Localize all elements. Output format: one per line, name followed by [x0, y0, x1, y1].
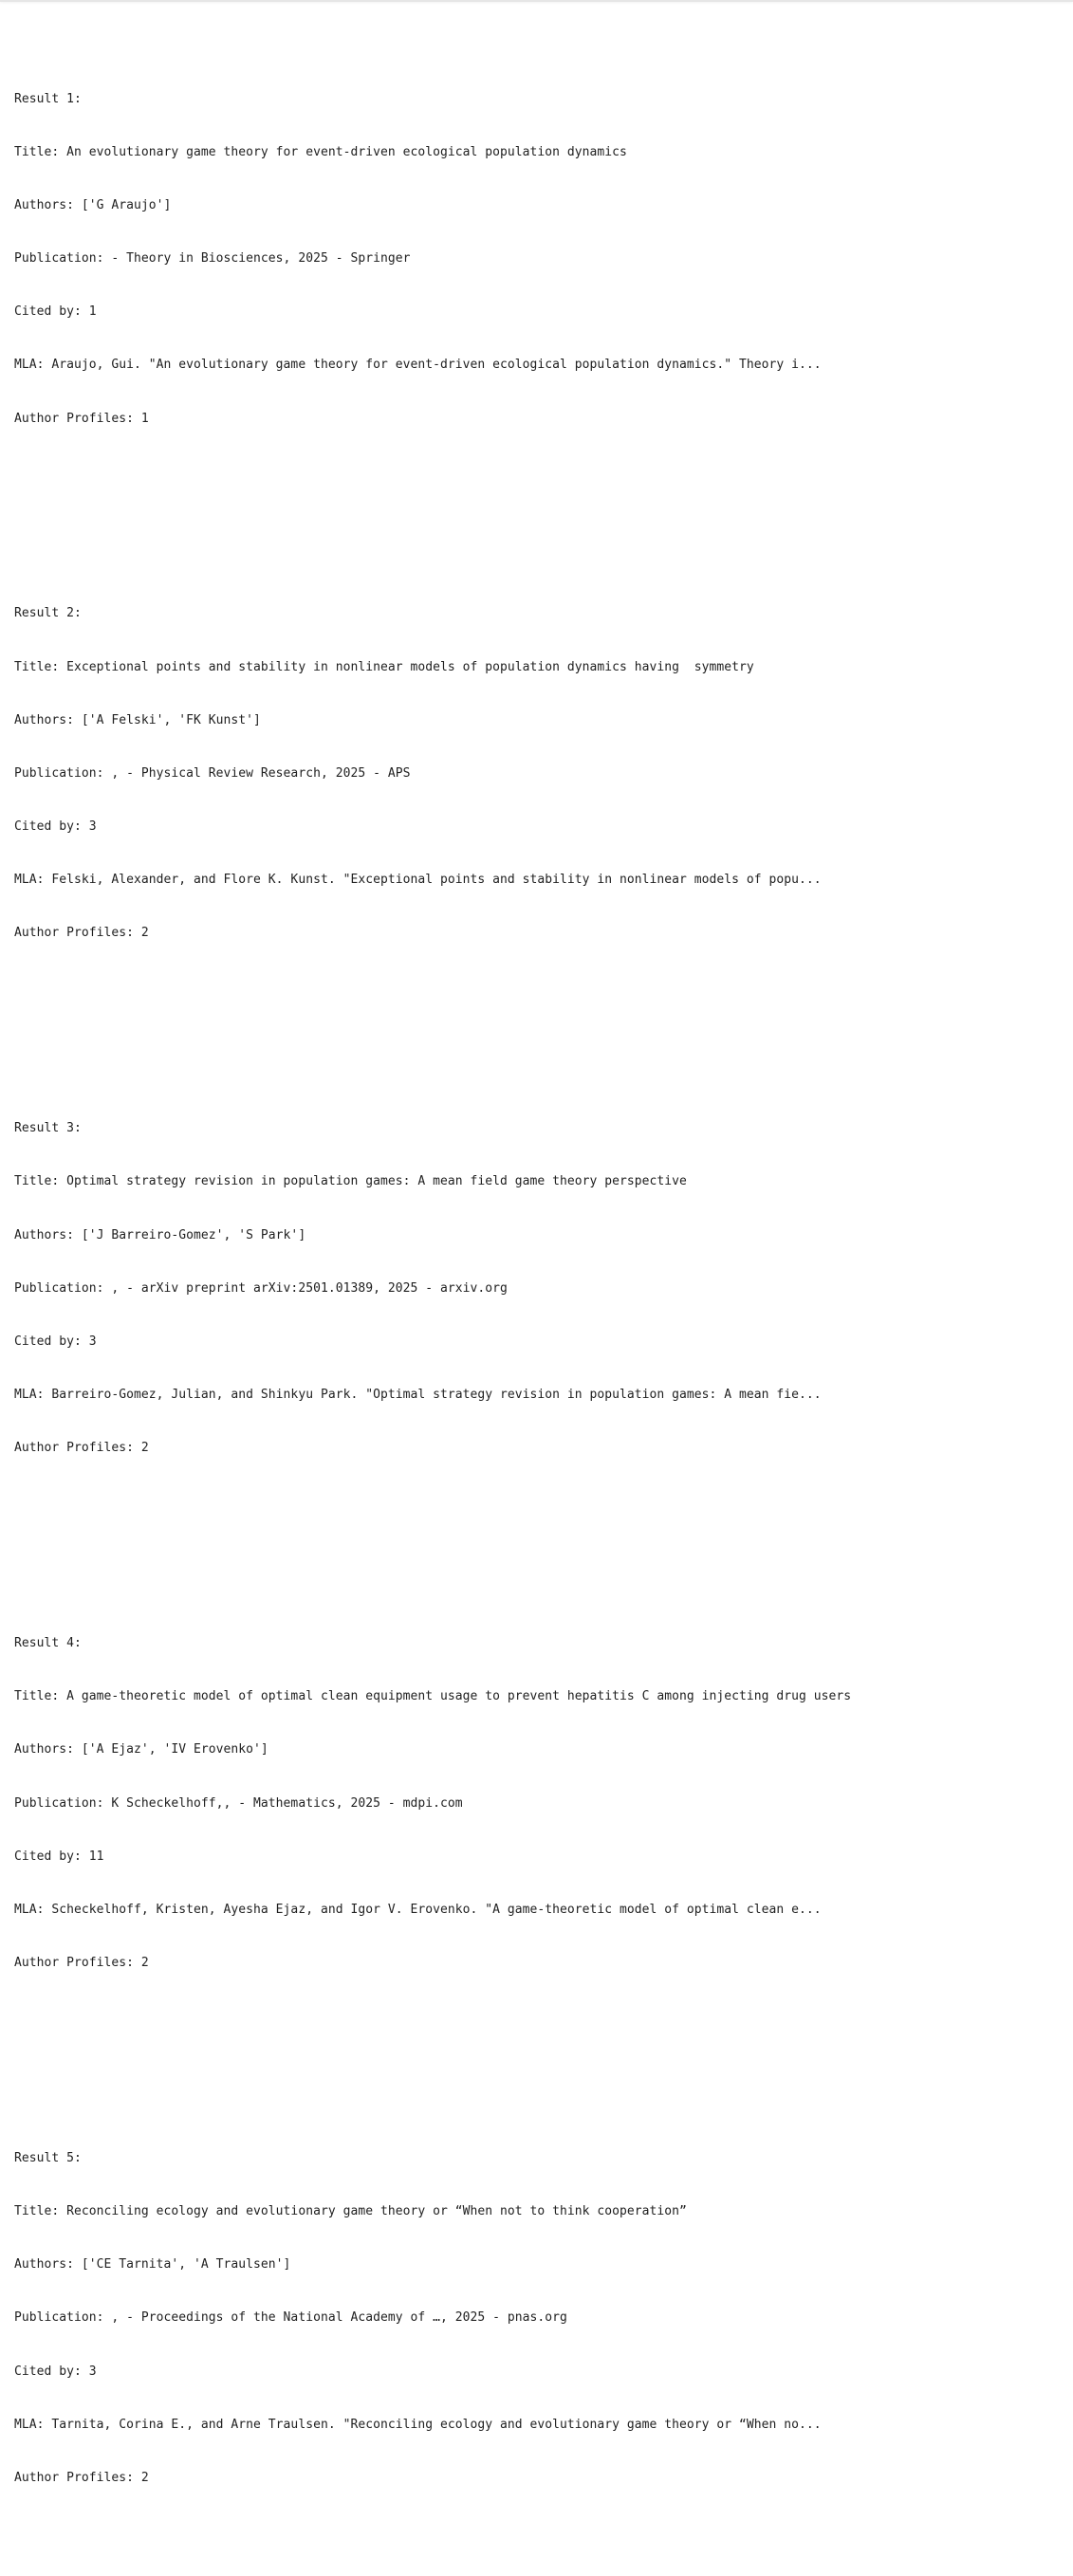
result-mla: MLA: Araujo, Gui. "An evolutionary game theory for event-driven ecological population dynamics." Theory i...: [14, 358, 822, 373]
result-publication: Publication: , - Proceedings of the National Academy of …, 2025 - pnas.org: [14, 2310, 567, 2326]
result-publication: Publication: , - arXiv preprint arXiv:2501.01389, 2025 - arxiv.org: [14, 1280, 508, 1296]
result-publication: Publication: K Scheckelhoff,, - Mathematics, 2025 - mdpi.com: [14, 1795, 463, 1811]
result-author-profiles: Author Profiles: 2: [14, 2470, 149, 2485]
result-cited-by: Cited by: 1: [14, 304, 97, 320]
result-mla: MLA: Barreiro-Gomez, Julian, and Shinkyu Park. "Optimal strategy revision in population games: A mean fie...: [14, 1388, 822, 1403]
blank-line: [14, 2008, 1067, 2026]
result-authors: Authors: ['A Felski', 'FK Kunst']: [14, 712, 261, 727]
result-mla: MLA: Tarnita, Corina E., and Arne Traulsen. "Reconciling ecology and evolutionary game theory or “When no...: [14, 2417, 822, 2432]
result-authors: Authors: ['A Ejaz', 'IV Erovenko']: [14, 1742, 268, 1757]
result-mla: MLA: Scheckelhoff, Kristen, Ayesha Ejaz, and Igor V. Erovenko. "A game-theoretic model of optimal clean e...: [14, 1902, 822, 1917]
result-cited-by: Cited by: 3: [14, 819, 97, 835]
result-author-profiles: Author Profiles: 2: [14, 1956, 149, 1971]
result-title: Title: A game-theoretic model of optimal clean equipment usage to prevent hepatitis C among injecting drug users: [14, 1689, 852, 1704]
result-title: Title: Exceptional points and stability in nonlinear models of population dynamics having symmetry: [14, 659, 754, 674]
result-header: Result 3:: [14, 1121, 82, 1136]
result-cited-by: Cited by: 3: [14, 2364, 97, 2379]
result-title: Title: Optimal strategy revision in population games: A mean field game theory perspective: [14, 1174, 687, 1189]
result-publication: Publication: - Theory in Biosciences, 2025 - Springer: [14, 251, 411, 267]
result-mla: MLA: Felski, Alexander, and Flore K. Kunst. "Exceptional points and stability in nonlinear models of popu...: [14, 873, 822, 888]
result-publication: Publication: , - Physical Review Research, 2025 - APS: [14, 765, 411, 781]
result-title: Title: An evolutionary game theory for event-driven ecological population dynamics: [14, 144, 627, 159]
result-header: Result 5:: [14, 2150, 82, 2165]
result-author-profiles: Author Profiles: 1: [14, 411, 149, 426]
result-author-profiles: Author Profiles: 2: [14, 926, 149, 941]
result-header: Result 2:: [14, 606, 82, 621]
result-block-5: [14, 2115, 1067, 2524]
result-cited-by: Cited by: 3: [14, 1334, 97, 1349]
result-header: Result 4:: [14, 1636, 82, 1651]
result-title: Title: Reconciling ecology and evolutionary game theory or “When not to think cooperation”: [14, 2204, 687, 2219]
result-authors: Authors: ['CE Tarnita', 'A Traulsen']: [14, 2257, 291, 2272]
blank-line: [14, 979, 1067, 997]
result-block-4: [14, 1600, 1067, 2062]
result-authors: Authors: ['J Barreiro-Gomez', 'S Park']: [14, 1227, 306, 1242]
cell-output-text: [14, 2, 1067, 2576]
result-block-3: [14, 1085, 1067, 1547]
result-header: Result 1:: [14, 91, 82, 106]
result-cited-by: Cited by: 11: [14, 1849, 104, 1864]
blank-line: [14, 1493, 1067, 1511]
result-author-profiles: Author Profiles: 2: [14, 1441, 149, 1456]
result-block-2: [14, 570, 1067, 1032]
result-authors: Authors: ['G Araujo']: [14, 197, 172, 212]
result-block-1: [14, 55, 1067, 517]
blank-line: [14, 464, 1067, 482]
